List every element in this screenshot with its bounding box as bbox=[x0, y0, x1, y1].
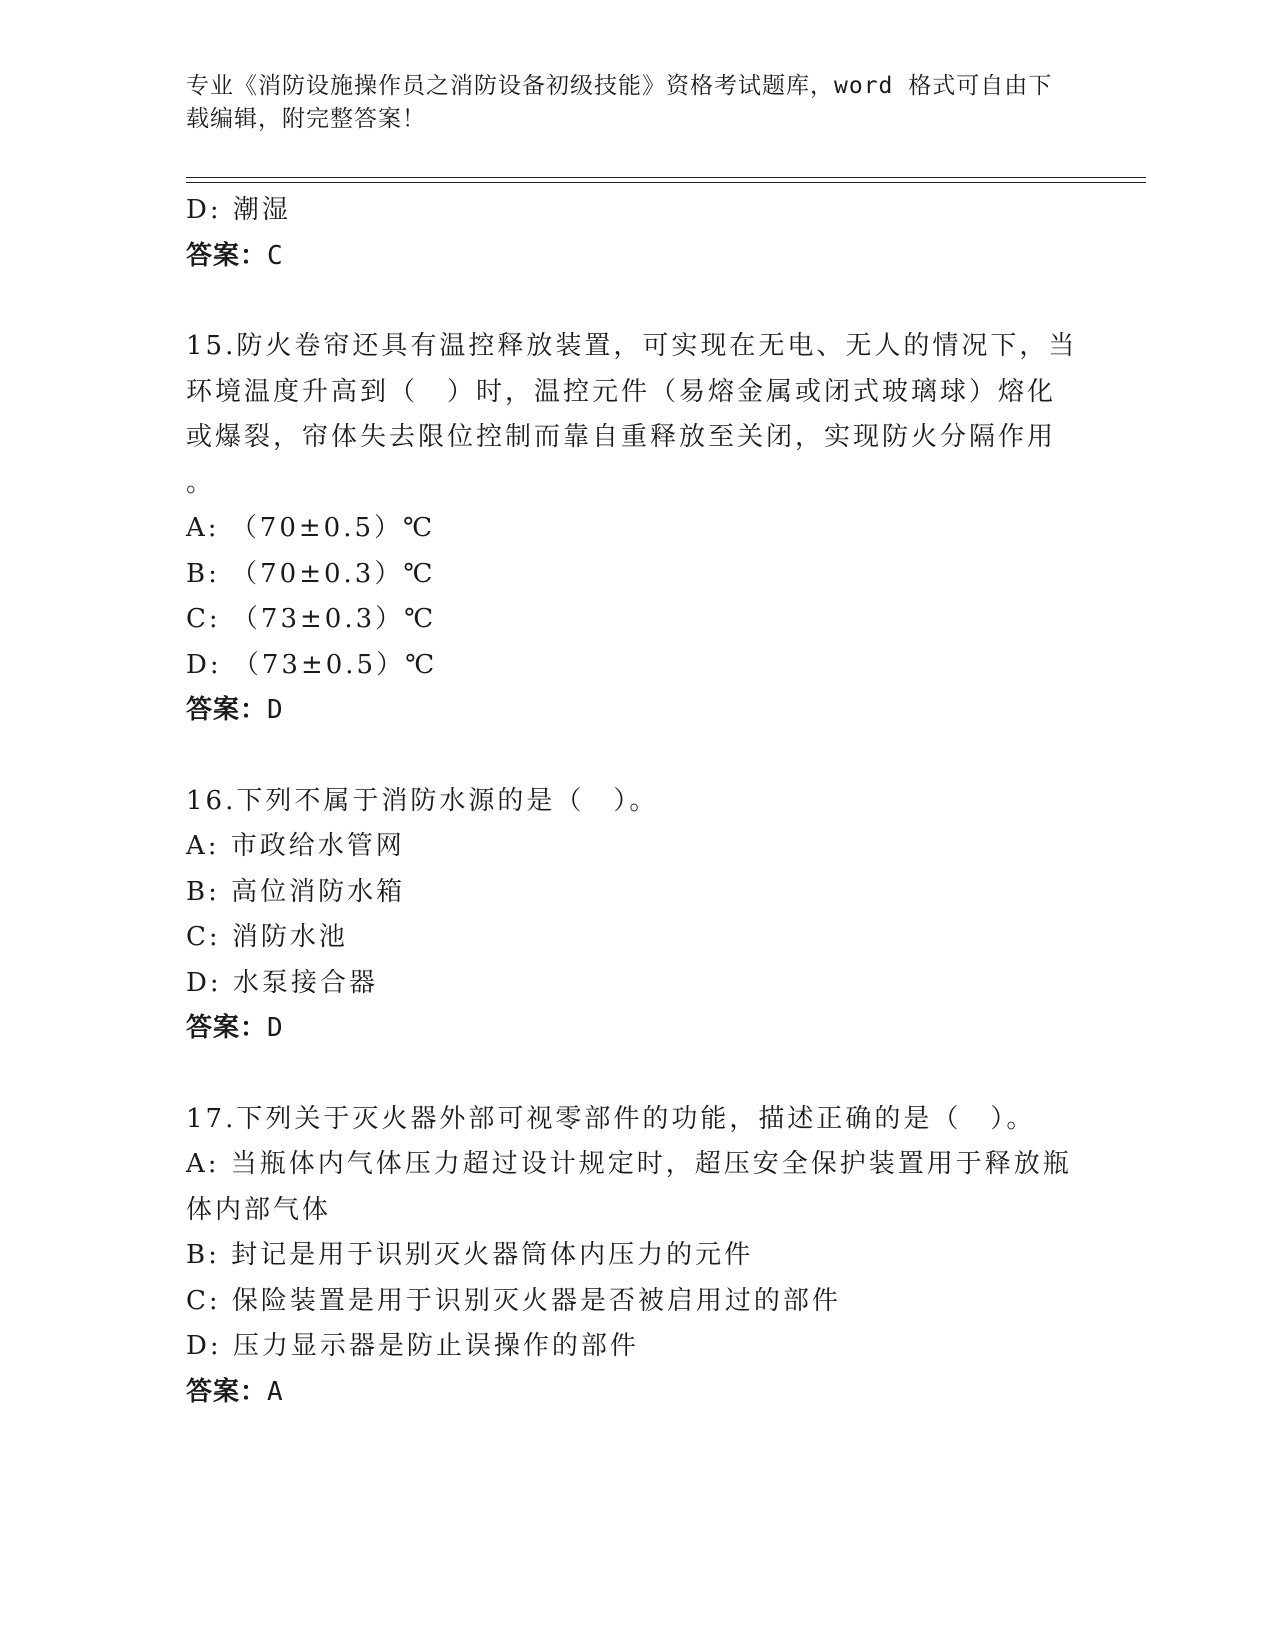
header-divider-bottom bbox=[186, 182, 1146, 183]
option-b: B: （70±0.3）℃ bbox=[186, 558, 436, 589]
option-c: C: （73±0.3）℃ bbox=[186, 604, 437, 634]
option-b: B: 高位消防水箱 bbox=[186, 876, 406, 907]
answer-label: 答案： bbox=[186, 1376, 268, 1407]
question-16 bbox=[186, 779, 1066, 1052]
option-b: B: 封记是用于识别灭火器筒体内压力的元件 bbox=[186, 1240, 754, 1270]
answer-value: A bbox=[267, 1376, 284, 1407]
document-header bbox=[186, 70, 1066, 136]
header-line-2: 载编辑，附完整答案！ bbox=[186, 106, 426, 132]
option-d: D: 潮湿 bbox=[186, 195, 291, 225]
answer-label: 答案： bbox=[186, 1013, 268, 1043]
option-d: D: 压力显示器是防止误操作的部件 bbox=[186, 1331, 639, 1361]
question-17 bbox=[186, 1097, 1072, 1416]
spacer bbox=[186, 1052, 1066, 1097]
option-a: A: 当瓶体内气体压力超过设计规定时，超压安全保护装置用于释放瓶 bbox=[186, 1149, 1072, 1179]
question-stem-line: 环境温度升高到（ ）时，温控元件（易熔金属或闭式玻璃球）熔化 bbox=[186, 376, 1057, 407]
question-stem-line: 。 bbox=[186, 467, 216, 498]
question-stem-line: 16.下列不属于消防水源的是（ ）。 bbox=[186, 785, 659, 816]
option-c: C: 保险装置是用于识别灭火器是否被启用过的部件 bbox=[186, 1285, 841, 1316]
question-stem-line: 或爆裂，帘体失去限位控制而靠自重释放至关闭，实现防火分隔作用 bbox=[186, 422, 1057, 452]
option-a: A: （70±0.5）℃ bbox=[186, 513, 436, 543]
question-14-tail bbox=[186, 188, 1066, 279]
answer-line bbox=[186, 1370, 1066, 1416]
answer-value: C bbox=[267, 240, 284, 271]
header-line-1: 专业《消防设施操作员之消防设备初级技能》资格考试题库，word 格式可自由下 bbox=[186, 73, 1053, 99]
answer-value: D bbox=[267, 695, 284, 725]
question-stem-line: 15.防火卷帘还具有温控释放装置，可实现在无电、无人的情况下，当 bbox=[186, 331, 1078, 361]
option-d: D: 水泵接合器 bbox=[186, 967, 378, 998]
question-list bbox=[186, 188, 1078, 1415]
question-stem-line: 17.下列关于灭火器外部可视零部件的功能，描述正确的是（ ）。 bbox=[186, 1103, 1036, 1134]
answer-label: 答案： bbox=[186, 695, 268, 725]
spacer bbox=[186, 279, 1066, 324]
option-d: D: （73±0.5）℃ bbox=[186, 649, 438, 680]
option-a: A: 市政给水管网 bbox=[186, 831, 405, 861]
answer-line bbox=[186, 688, 1066, 734]
question-15 bbox=[186, 324, 1078, 734]
spacer bbox=[186, 734, 1066, 779]
answer-label: 答案： bbox=[186, 240, 268, 271]
answer-value: D bbox=[267, 1013, 284, 1043]
answer-line bbox=[186, 234, 1066, 280]
header-divider-top bbox=[186, 177, 1146, 178]
answer-line bbox=[186, 1006, 1066, 1052]
option-c: C: 消防水池 bbox=[186, 922, 348, 952]
option-a-continuation: 体内部气体 bbox=[186, 1194, 332, 1225]
